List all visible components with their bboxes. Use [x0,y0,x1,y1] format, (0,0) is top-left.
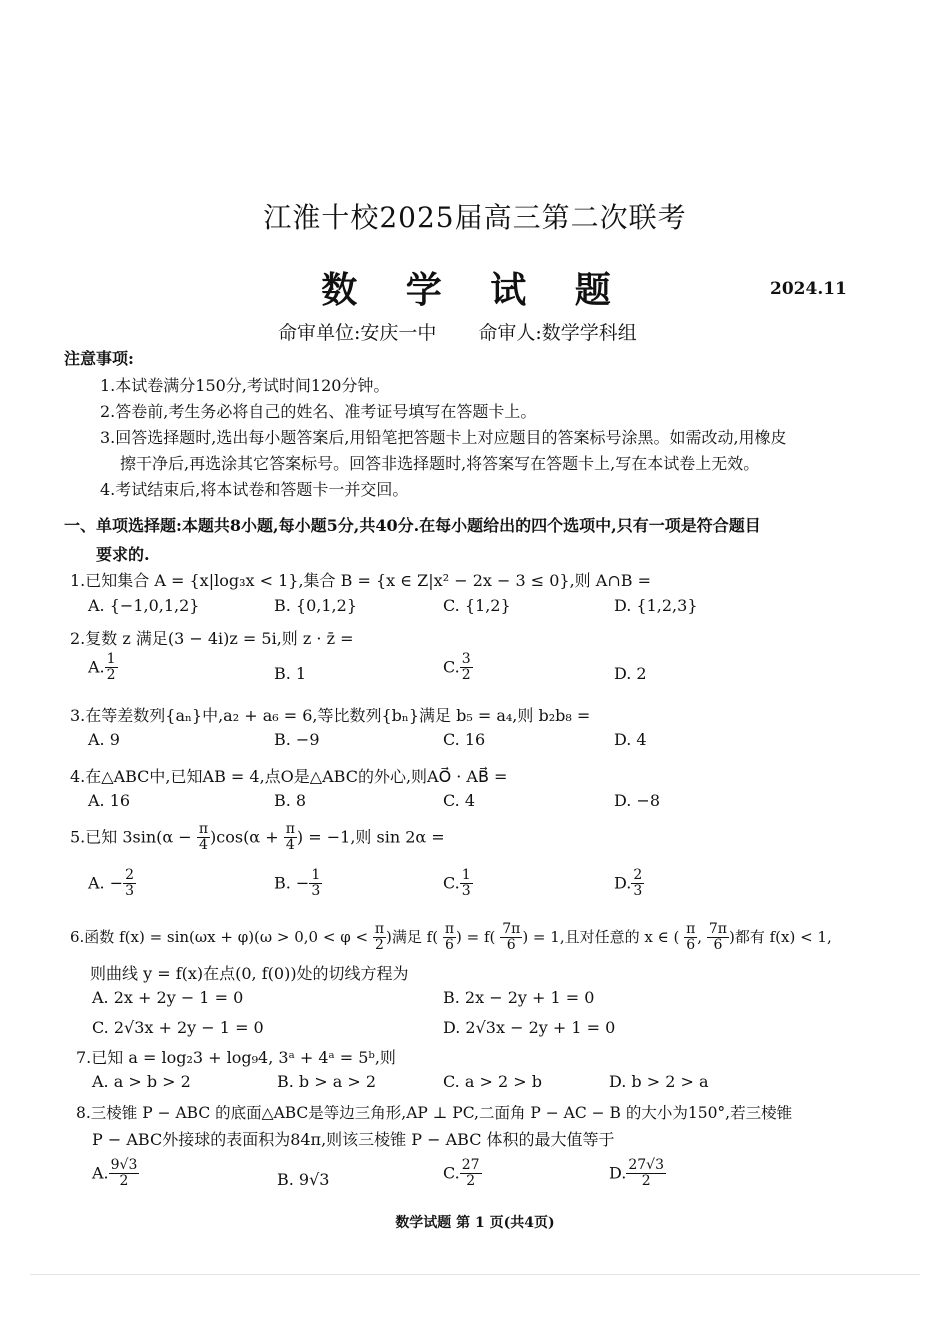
fraction [105,652,118,684]
q1-option-a: A. {−1,0,1,2} [88,596,200,615]
q5-option-c [443,868,473,900]
q4-option-a: A. 16 [88,791,131,810]
q6-stem-part: , [697,927,703,946]
q5-option-b-prefix: B. − [274,873,310,893]
fraction-denominator: 2 [106,667,116,684]
fraction-denominator: 2 [461,667,471,684]
q6-option-d: D. 2√3x − 2y + 1 = 0 [443,1018,616,1037]
notice-item: 擦干净后,再选涂其它答案标号。回答非选择题时,将答案写在答题卡上,写在本试卷上无效。 [120,454,760,473]
q7-option-a: A. a > b > 2 [92,1072,191,1091]
q3-option-c: C. 16 [443,730,486,749]
q1-option-d: D. {1,2,3} [614,596,698,615]
fraction [373,922,386,954]
question-7-stem: 7.已知 a = log₂3 + log₉4, 3ᵃ + 4ᵃ = 5ᵇ,则 [76,1048,396,1067]
fraction-numerator: 2 [125,867,135,883]
notice-item: 3.回答选择题时,选出每小题答案后,用铅笔把答题卡上对应题目的答案标号涂黑。如需改动,用橡皮 [100,428,787,447]
q8-option-b: B. 9√3 [277,1170,330,1189]
q2-option-c-prefix: C. [443,657,460,677]
q4-option-b: B. 8 [274,791,307,810]
q2-option-a-prefix: A. [88,657,105,677]
exam-date: 2024.11 [770,279,847,299]
q7-option-c: C. a > 2 > b [443,1072,542,1091]
fraction-denominator: 3 [633,883,643,900]
fraction-numerator: 27√3 [628,1157,664,1173]
q1-option-c: C. {1,2} [443,596,511,615]
q8-option-a [92,1158,139,1190]
notice-heading: 注意事项: [64,349,134,368]
fraction [684,922,697,954]
fraction [284,822,297,854]
question-3-stem: 3.在等差数列{aₙ}中,a₂ + a₆ = 6,等比数列{bₙ}满足 b₅ = a₄,则 b₂b₈ = [70,706,591,725]
q7-option-b: B. b > a > 2 [277,1072,377,1091]
bottom-divider [30,1274,920,1275]
q6-option-b: B. 2x − 2y + 1 = 0 [443,988,595,1007]
fraction-numerator: π [444,921,455,937]
fraction-denominator: 3 [125,883,135,900]
fraction-numerator: 1 [461,867,471,883]
fraction-denominator: 3 [311,883,321,900]
q8-option-a-prefix: A. [92,1163,109,1183]
fraction-numerator: π [285,821,295,837]
fraction [109,1158,140,1190]
byline-unit: 命审单位:安庆一中 [278,322,437,344]
fraction-denominator: 2 [119,1173,129,1190]
q3-option-a: A. 9 [88,730,120,749]
fraction [123,868,136,900]
fraction-denominator: 2 [641,1173,651,1190]
notice-item: 2.答卷前,考生务必将自己的姓名、准考证号填写在答题卡上。 [100,402,537,421]
q6-stem-part: ) = f( [456,927,496,946]
q2-option-d: D. 2 [614,664,647,683]
question-8-stem-cont: P − ABC外接球的表面积为84π,则该三棱锥 P − ABC 体积的最大值等于 [92,1130,615,1149]
q8-option-d [609,1158,666,1190]
q6-stem-part: )都有 f(x) < 1, [728,927,832,946]
q4-option-d: D. −8 [614,791,661,810]
q3-option-b: B. −9 [274,730,320,749]
q5-stem-part: ) = −1,则 sin 2α = [296,827,445,847]
q5-option-c-prefix: C. [443,873,460,893]
fraction-numerator: 3 [461,651,471,667]
q5-option-b [274,868,322,900]
fraction-denominator: 6 [686,937,696,954]
q2-option-b: B. 1 [274,664,307,683]
fraction-denominator: 2 [374,937,384,954]
fraction [707,922,729,954]
q7-option-d: D. b > 2 > a [609,1072,709,1091]
byline [278,318,679,345]
q8-option-d-prefix: D. [609,1163,627,1183]
q1-option-b: B. {0,1,2} [274,596,357,615]
fraction-numerator: 7π [502,921,521,937]
section-heading: 一、单项选择题:本题共8小题,每小题5分,共40分.在每小题给出的四个选项中,只有一项是符合题目 [64,516,761,535]
fraction-denominator: 4 [198,837,208,854]
fraction-denominator: 6 [506,937,516,954]
exam-subject-title: 数 学 试 题 [321,269,629,311]
notice-item: 4.考试结束后,将本试卷和答题卡一并交回。 [100,480,409,499]
byline-author: 命审人:数学学科组 [478,322,637,344]
q6-option-c: C. 2√3x + 2y − 1 = 0 [92,1018,264,1037]
fraction-numerator: π [686,921,696,937]
question-8-stem: 8.三棱锥 P − ABC 的底面△ABC是等边三角形,AP ⊥ PC,二面角 P − AC − B 的大小为150°,若三棱锥 [76,1104,793,1122]
fraction-denominator: 3 [461,883,471,900]
fraction-numerator: 1 [311,867,321,883]
fraction [626,1158,666,1190]
fraction [631,868,644,900]
page-footer: 数学试题 第 1 页(共4页) [395,1215,555,1231]
q6-stem-part: ) = 1,且对任意的 x ∈ ( [522,927,680,946]
fraction-denominator: 4 [285,837,295,854]
q5-option-d-prefix: D. [614,873,632,893]
q8-option-c [443,1158,482,1190]
fraction [460,868,473,900]
q5-stem-part: 5.已知 3sin(α − [70,827,192,847]
fraction [500,922,522,954]
question-1-stem: 1.已知集合 A = {x|log₃x < 1},集合 B = {x ∈ Z|x² − 2x − 3 ≤ 0},则 A∩B = [70,571,651,590]
question-5-stem [70,822,445,854]
q2-option-a [88,652,118,684]
q6-option-a: A. 2x + 2y − 1 = 0 [92,988,244,1007]
question-2-stem: 2.复数 z 满足(3 − 4i)z = 5i,则 z · z̄ = [70,629,354,648]
fraction-numerator: 9√3 [110,1157,138,1173]
fraction-denominator: 2 [466,1173,476,1190]
question-6-stem [70,922,832,954]
q8-option-c-prefix: C. [443,1163,460,1183]
notice-item: 1.本试卷满分150分,考试时间120分钟。 [100,376,390,395]
fraction-denominator: 6 [713,937,723,954]
section-heading-cont: 要求的. [96,545,150,564]
fraction [309,868,322,900]
fraction [197,822,210,854]
question-6-stem-cont: 则曲线 y = f(x)在点(0, f(0))处的切线方程为 [90,964,409,983]
fraction-numerator: 1 [106,651,116,667]
fraction-numerator: 27 [461,1157,480,1173]
fraction-numerator: 2 [633,867,643,883]
fraction-numerator: π [374,921,385,937]
fraction-numerator: π [198,821,209,837]
fraction [460,1158,482,1190]
fraction-denominator: 6 [444,937,454,954]
question-4-stem: 4.在△ABC中,已知AB = 4,点O是△ABC的外心,则AO⃗ · AB⃗ = [70,767,508,786]
q5-option-a-prefix: A. − [88,873,124,893]
q2-option-c [443,652,473,684]
q3-option-d: D. 4 [614,730,647,749]
q6-stem-part: 6.函数 f(x) = sin(ωx + φ)(ω > 0,0 < φ < [70,927,369,946]
q4-option-c: C. 4 [443,791,476,810]
exam-series-title: 江淮十校2025届高三第二次联考 [263,201,687,234]
q5-option-d [614,868,644,900]
fraction [460,652,473,684]
q6-stem-part: )满足 f( [386,927,439,946]
fraction-numerator: 7π [708,921,727,937]
fraction [443,922,456,954]
q5-option-a [88,868,136,900]
q5-stem-part: )cos(α + [210,827,279,847]
